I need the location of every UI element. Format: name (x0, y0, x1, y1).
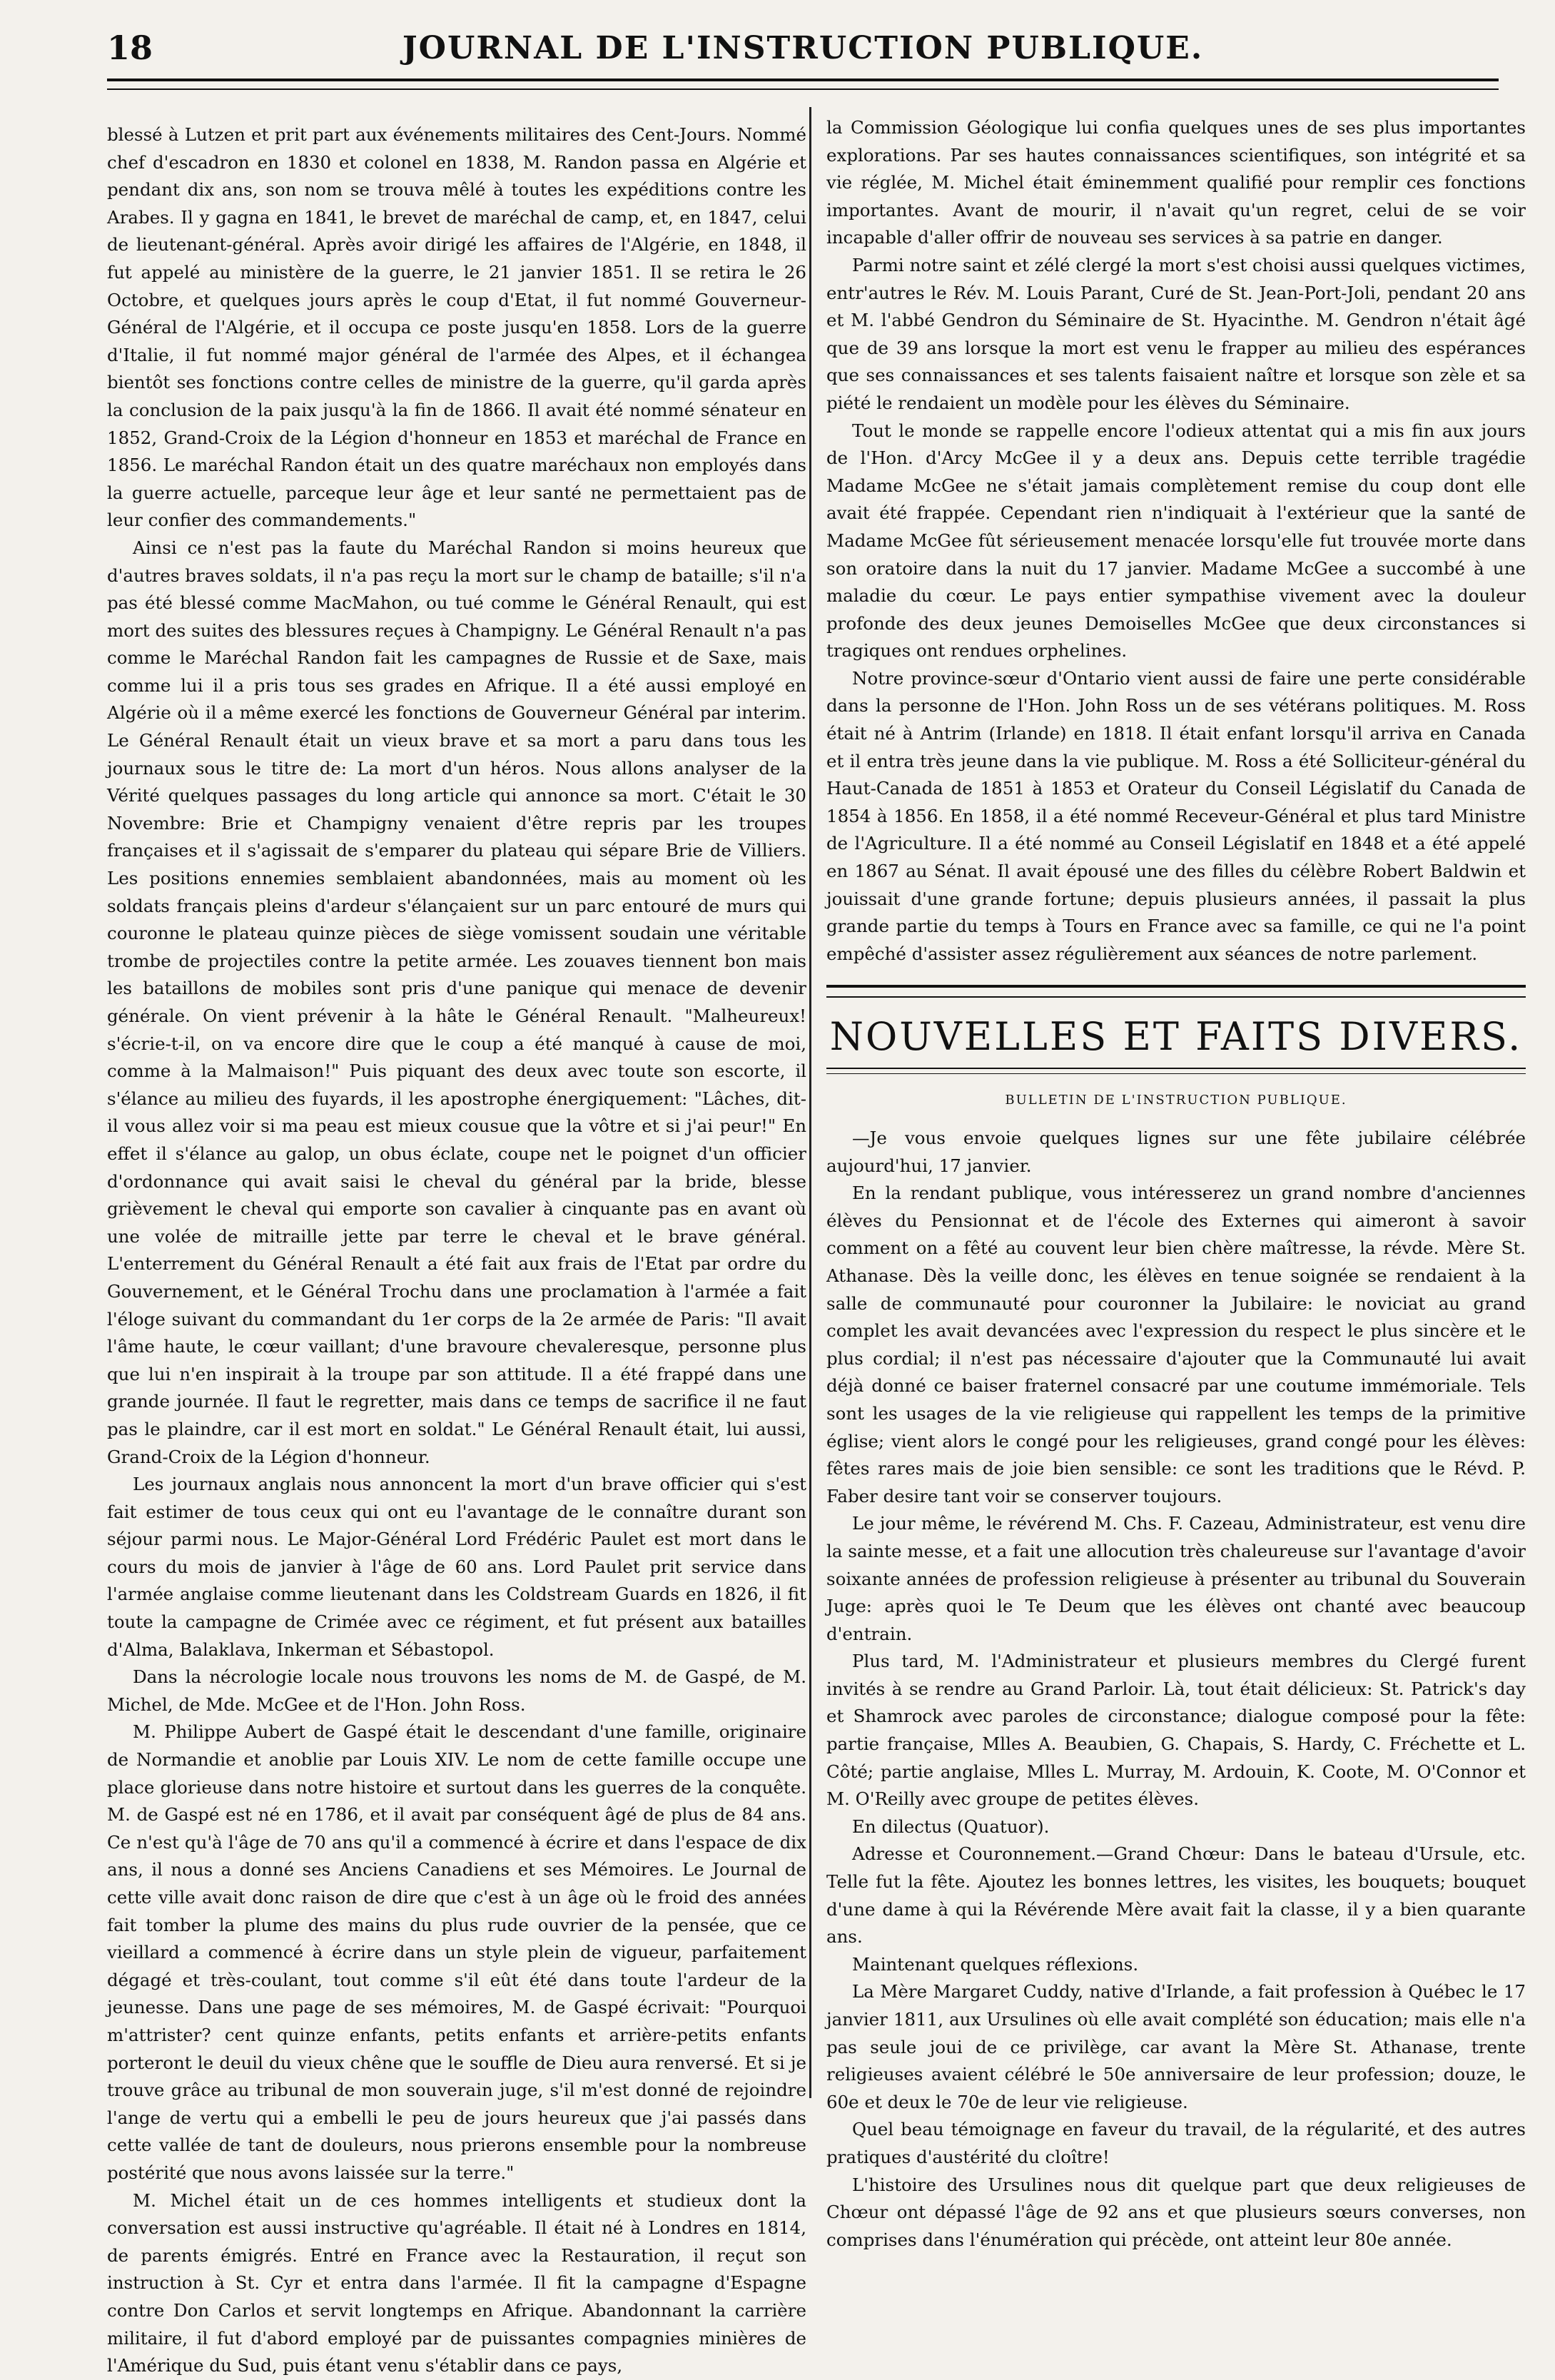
article-paragraph: Parmi notre saint et zélé clergé la mort s'est choisi aussi quelques victimes, entr'autres le Rév. M. Louis Parant, Curé de St. Jean-Port-Joli, pendant 20 ans et M. l'abbé Gendron du Séminaire de St. Hyacinthe. M. Gendron n'était âgé que de 39 ans lorsque la mort est venu le frapper au milieu des espérances que ses connaissances et ses talents faisaient naître et lorsque son zèle et sa piété le rendaient un modèle pour les élèves du Séminaire. (826, 254, 1526, 413)
news-paragraph: —Je vous envoie quelques lignes sur une fête jubilaire célébrée aujourd'hui, 17 janvier. (826, 1128, 1526, 1176)
section-heading: NOUVELLES ET FAITS DIVERS. (829, 1014, 1523, 1060)
news-paragraph: En dilectus (Quatuor). (852, 1816, 1050, 1837)
section-rule (826, 1068, 1526, 1074)
article-paragraph: Ainsi ce n'est pas la faute du Maréchal Randon si moins heureux que d'autres braves soldats, il n'a pas reçu la mort sur le champ de bataille; s'il n'a pas été blessé comme MacMahon, ou tué comme le Général Renault, qui est mort des suites des blessures reçues à Champigny. Le Général Renault n'a pas comme le Maréchal Randon fait les campagnes de Russie et de Saxe, mais comme lui il a pris tous ses grades en Afrique. Il a été aussi employé en Algérie où il a même exercé les fonctions de Gouverneur Général par interim. Le Général Renault était un vieux brave et sa mort a paru dans tous les journaux sous le titre de: La mort d'un héros. Nous allons analyser de la Vérité quelques passages du long article qui annonce sa mort. C'était le 30 Novembre: Brie et Champigny venaient d'être repris par les troupes françaises et il s'agissait de s'emparer du plateau qui sépare Brie de Villiers. Les positions ennemies semblaient abandonnées, mais au moment où les soldats français pleins d'ardeur s'élançaient sur un parc entouré de murs qui couronne le plateau quinze pièces de siège vomissent soudain une véritable trombe de projectiles contre la petite armée. Les zouaves tiennent bon mais les bataillons de mobiles sont pris d'une panique qui menace de devenir générale. On vient prévenir à la hâte le Général Renault. "Malheureux! s'écrie-t-il, on va encore dire que le coup a été manqué à cause de moi, comme à la Malmaison!" Puis piquant des deux avec toute son escorte, il s'élance au milieu des fuyards, il les apostrophe énergiquement: "Lâches, dit-il vous allez voir si ma peau est mieux cousue que la vôtre et si j'ai peur!" En effet il s'élance au galop, un obus éclate, coupe net le poignet d'un officier d'ordonnance qui avait saisi le cheval du général par la bride, blesse grièvement le cheval qui emporte son cavalier à cinquante pas en avant où une volée de mitraille jette par terre le cheval et le brave général. L'enterrement du Général Renault a été fait aux frais de l'Etat par ordre du Gouvernement, et le Général Trochu dans une proclamation à l'armée a fait l'éloge suivant du commandant du 1er corps de la 2e armée de Paris: "Il avait l'âme haute, le cœur vaillant; d'une bravoure chevaleresque, personne plus que lui n'en inspirait à la troupe par son attitude. Il a été frappé dans une grande journée. Il faut le regretter, mais dans ce temps de sacrifice il ne faut pas le plaindre, car il est mort en soldat." Le Général Renault était, lui aussi, Grand-Croix de la Légion d'honneur. (107, 537, 806, 1467)
news-paragraph: Maintenant quelques réflexions. (852, 1953, 1139, 1975)
page-number: 18 (107, 29, 153, 67)
news-paragraph: Adresse et Couronnement.—Grand Chœur: Dans le bateau d'Ursule, etc. Telle fut la fête. Ajoutez les bonnes lettres, les visites, les bouquets; bouquet d'une dame à qui la Révérende Mère avait fait la classe, il y a bien quarante ans. (826, 1843, 1526, 1948)
page-header (107, 24, 1499, 74)
news-paragraph: En la rendant publique, vous intéresserez un grand nombre d'anciennes élèves du Pensionnat et de l'école des Externes qui aimeront à savoir comment on a fêté au couvent leur bien chère maîtresse, la révde. Mère St. Athanase. Dès la veille donc, les élèves en tenue soignée se rendaient à la salle de communauté pour couronner la Jubilaire: le noviciat au grand complet les avait devancées avec l'expression du respect le plus sincère et le plus cordial; il n'est pas nécessaire d'ajouter que la Communauté lui avait déjà donné ce baiser fraternel consacré par une coutume immémoriale. Tels sont les usages de la vie religieuse qui rappellent les temps de la primitive église; vient alors le congé pour les religieuses, grand congé pour les élèves: fêtes rares mais de joie bien sensible: ce sont les traditions que le Révd. P. Faber desire tant voir se conserver toujours. (826, 1183, 1526, 1507)
news-paragraph: Quel beau témoignage en faveur du travail, de la régularité, et des autres pratiques d'austérité du cloître! (826, 2119, 1526, 2167)
article-paragraph: Tout le monde se rappelle encore l'odieux attentat qui a mis fin aux jours de l'Hon. d'Arcy McGee il y a deux ans. Depuis cette terrible tragédie Madame McGee ne s'était jamais complètement remise du coup dont elle avait été frappée. Cependant rien n'indiquait à l'extérieur que la santé de Madame McGee fût sérieusement menacée lorsqu'elle fut trouvée morte dans son oratoire dans la nuit du 17 janvier. Madame McGee a succombé à une maladie du cœur. Le pays entier sympathise vivement avec la douleur profonde des deux jeunes Demoiselles McGee que deux circonstances si tragiques ont rendues orphelines. (826, 420, 1526, 662)
column-divider (809, 107, 811, 2098)
news-paragraph: La Mère Margaret Cuddy, native d'Irlande, a fait profession à Québec le 17 janvier 1811, aux Ursulines où elle avait complété son éducation; mais elle n'a pas seule joui de ce privilège, car avant la Mère St. Athanase, trente religieuses avaient célébré le 50e anniversaire de leur profession; douze, le 60e et deux le 70e de leur vie religieuse. (826, 1981, 1526, 2112)
header-rule (107, 79, 1499, 90)
left-column (107, 121, 806, 2376)
article-paragraph: M. Philippe Aubert de Gaspé était le descendant d'une famille, originaire de Normandie et anoblie par Louis XIV. Le nom de cette famille occupe une place glorieuse dans notre histoire et surtout dans les guerres de la conquête. M. de Gaspé est né en 1786, et il avait par conséquent âgé de plus de 84 ans. Ce n'est qu'à l'âge de 70 ans qu'il a commencé à écrire et dans l'espace de dix ans, il nous a donné ses Anciens Canadiens et ses Mémoires. Le Journal de cette ville avait donc raison de dire que c'est à un âge où le froid des années fait tomber la plume des mains du plus rude ouvrier de la pensée, que ce vieillard a commencé à écrire dans un style plein de vigueur, parfaitement dégagé et très-coulant, tout comme s'il eût été dans toute l'ardeur de la jeunesse. Dans une page de ses mémoires, M. de Gaspé écrivait: "Pourquoi m'attrister? cent quinze enfants, petits enfants et arrière-petits enfants porteront le deuil du vieux chêne que le souffle de Dieu aura renversé. Et si je trouve grâce au tribunal de mon souverain juge, s'il m'est donné de rejoindre l'ange de vertu qui a embelli le peu de jours heureux que j'ai passés dans cette vallée de tant de douleurs, nous prierons ensemble pour la nombreuse postérité que nous avons laissée sur la terre." (107, 1721, 806, 2183)
journal-title: JOURNAL DE L'INSTRUCTION PUBLIQUE. (402, 30, 1204, 66)
news-paragraph: Plus tard, M. l'Administrateur et plusieurs membres du Clergé furent invités à se rendre au Grand Parloir. Là, tout était délicieux: St. Patrick's day et Shamrock avec paroles de circonstance; dialogue composé pour la fête: partie française, Mlles A. Beaubien, G. Chapais, S. Hardy, C. Fréchette et L. Côté; partie anglaise, Mlles L. Murray, M. Ardouin, K. Coote, M. O'Connor et M. O'Reilly avec groupe de petites élèves. (826, 1651, 1526, 1810)
bulletin-heading: BULLETIN DE L'INSTRUCTION PUBLIQUE. (1005, 1093, 1347, 1108)
article-paragraph: Notre province-sœur d'Ontario vient aussi de faire une perte considérable dans la personne de l'Hon. John Ross un de ses vétérans politiques. M. Ross était né à Antrim (Irlande) en 1818. Il était enfant lorsqu'il arriva en Canada et il entra très jeune dans la vie publique. M. Ross a été Solliciteur-général du Haut-Canada de 1851 à 1853 et Orateur du Conseil Législatif du Canada de 1854 à 1856. En 1858, il a été nommé Receveur-Général et plus tard Ministre de l'Agriculture. Il a été nommé au Conseil Législatif en 1848 et a été appelé en 1867 au Sénat. Il avait épousé une des filles du célèbre Robert Baldwin et jouissait d'une grande fortune; depuis plusieurs années, il passait la plus grande partie du temps à Tours en France avec sa famille, ce qui ne l'a point empêché d'assister assez régulièrement aux séances de notre parlement. (826, 667, 1526, 964)
news-paragraph: Le jour même, le révérend M. Chs. F. Cazeau, Administrateur, est venu dire la sainte messe, et a fait une allocution très chaleureuse sur l'avantage d'avoir soixante années de profession religieuse à présenter au tribunal du Souverain Juge: après quoi le Te Deum que les élèves ont chanté avec beaucoup d'entrain. (826, 1513, 1526, 1644)
article-paragraph: M. Michel était un de ces hommes intelligents et studieux dont la conversation est aussi instructive qu'agréable. Il était né à Londres en 1814, de parents émigrés. Entré en France avec la Restauration, il reçut son instruction à St. Cyr et entra dans l'armée. Il fit la campagne d'Espagne contre Don Carlos et servit longtemps en Afrique. Abandonnant la carrière militaire, il fut d'abord employé par de puissantes compagnies minières de l'Amérique du Sud, puis étant venu s'établir dans ce pays, (107, 2189, 806, 2376)
article-paragraph: Les journaux anglais nous annoncent la mort d'un brave officier qui s'est fait estimer de tous ceux qui ont eu l'avantage de le connaître durant son séjour parmi nous. Le Major-Général Lord Frédéric Paulet est mort dans le cours du mois de janvier à l'âge de 60 ans. Lord Paulet prit service dans l'armée anglaise comme lieutenant dans les Coldstream Guards en 1826, il fit toute la campagne de Crimée avec ce régiment, et fut présent aux batailles d'Alma, Balaklava, Inkerman et Sébastopol. (107, 1474, 806, 1660)
article-paragraph: Dans la nécrologie locale nous trouvons les noms de M. de Gaspé, de M. Michel, de Mde. McGee et de l'Hon. John Ross. (107, 1666, 806, 1715)
news-paragraph: L'histoire des Ursulines nous dit quelque part que deux religieuses de Chœur ont dépassé l'âge de 92 ans et que plusieurs sœurs converses, non comprises dans l'énumération qui précède, ont atteint leur 80e année. (826, 2174, 1526, 2250)
article-paragraph: la Commission Géologique lui confia quelques unes de ses plus importantes explorations. Par ses hautes connaissances scientifiques, son intégrité et sa vie réglée, M. Michel était éminemment qualifié pour remplir ces fonctions importantes. Avant de mourir, il n'avait qu'un regret, celui de se voir incapable d'aller offrir de nouveau ses services à sa patrie en danger. (826, 117, 1526, 248)
right-column (826, 114, 1526, 2250)
article-paragraph: blessé à Lutzen et prit part aux événements militaires des Cent-Jours. Nommé chef d'escadron en 1830 et colonel en 1838, M. Randon passa en Algérie et pendant dix ans, son nom se trouva mêlé à toutes les expéditions contre les Arabes. Il y gagna en 1841, le brevet de maréchal de camp, et, en 1847, celui de lieutenant-général. Après avoir dirigé les affaires de l'Algérie, en 1848, il fut appelé au ministère de la guerre, le 21 janvier 1851. Il se retira le 26 Octobre, et quelques jours après le coup d'Etat, il fut nommé Gouverneur-Général de l'Algérie, et il occupa ce poste jusqu'en 1858. Lors de la guerre d'Italie, il fut nommé major général de l'armée des Alpes, et il échangea bientôt ses fonctions contre celles de ministre de la guerre, qu'il garda après la conclusion de la paix jusqu'à la fin de 1866. Il avait été nommé sénateur en 1852, Grand-Croix de la Légion d'honneur en 1853 et maréchal de France en 1856. Le maréchal Randon était un des quatre maréchaux non employés dans la guerre actuelle, parceque leur âge et leur santé ne permettaient pas de leur confier des commandements." (107, 124, 806, 531)
section-rule (826, 985, 1526, 998)
